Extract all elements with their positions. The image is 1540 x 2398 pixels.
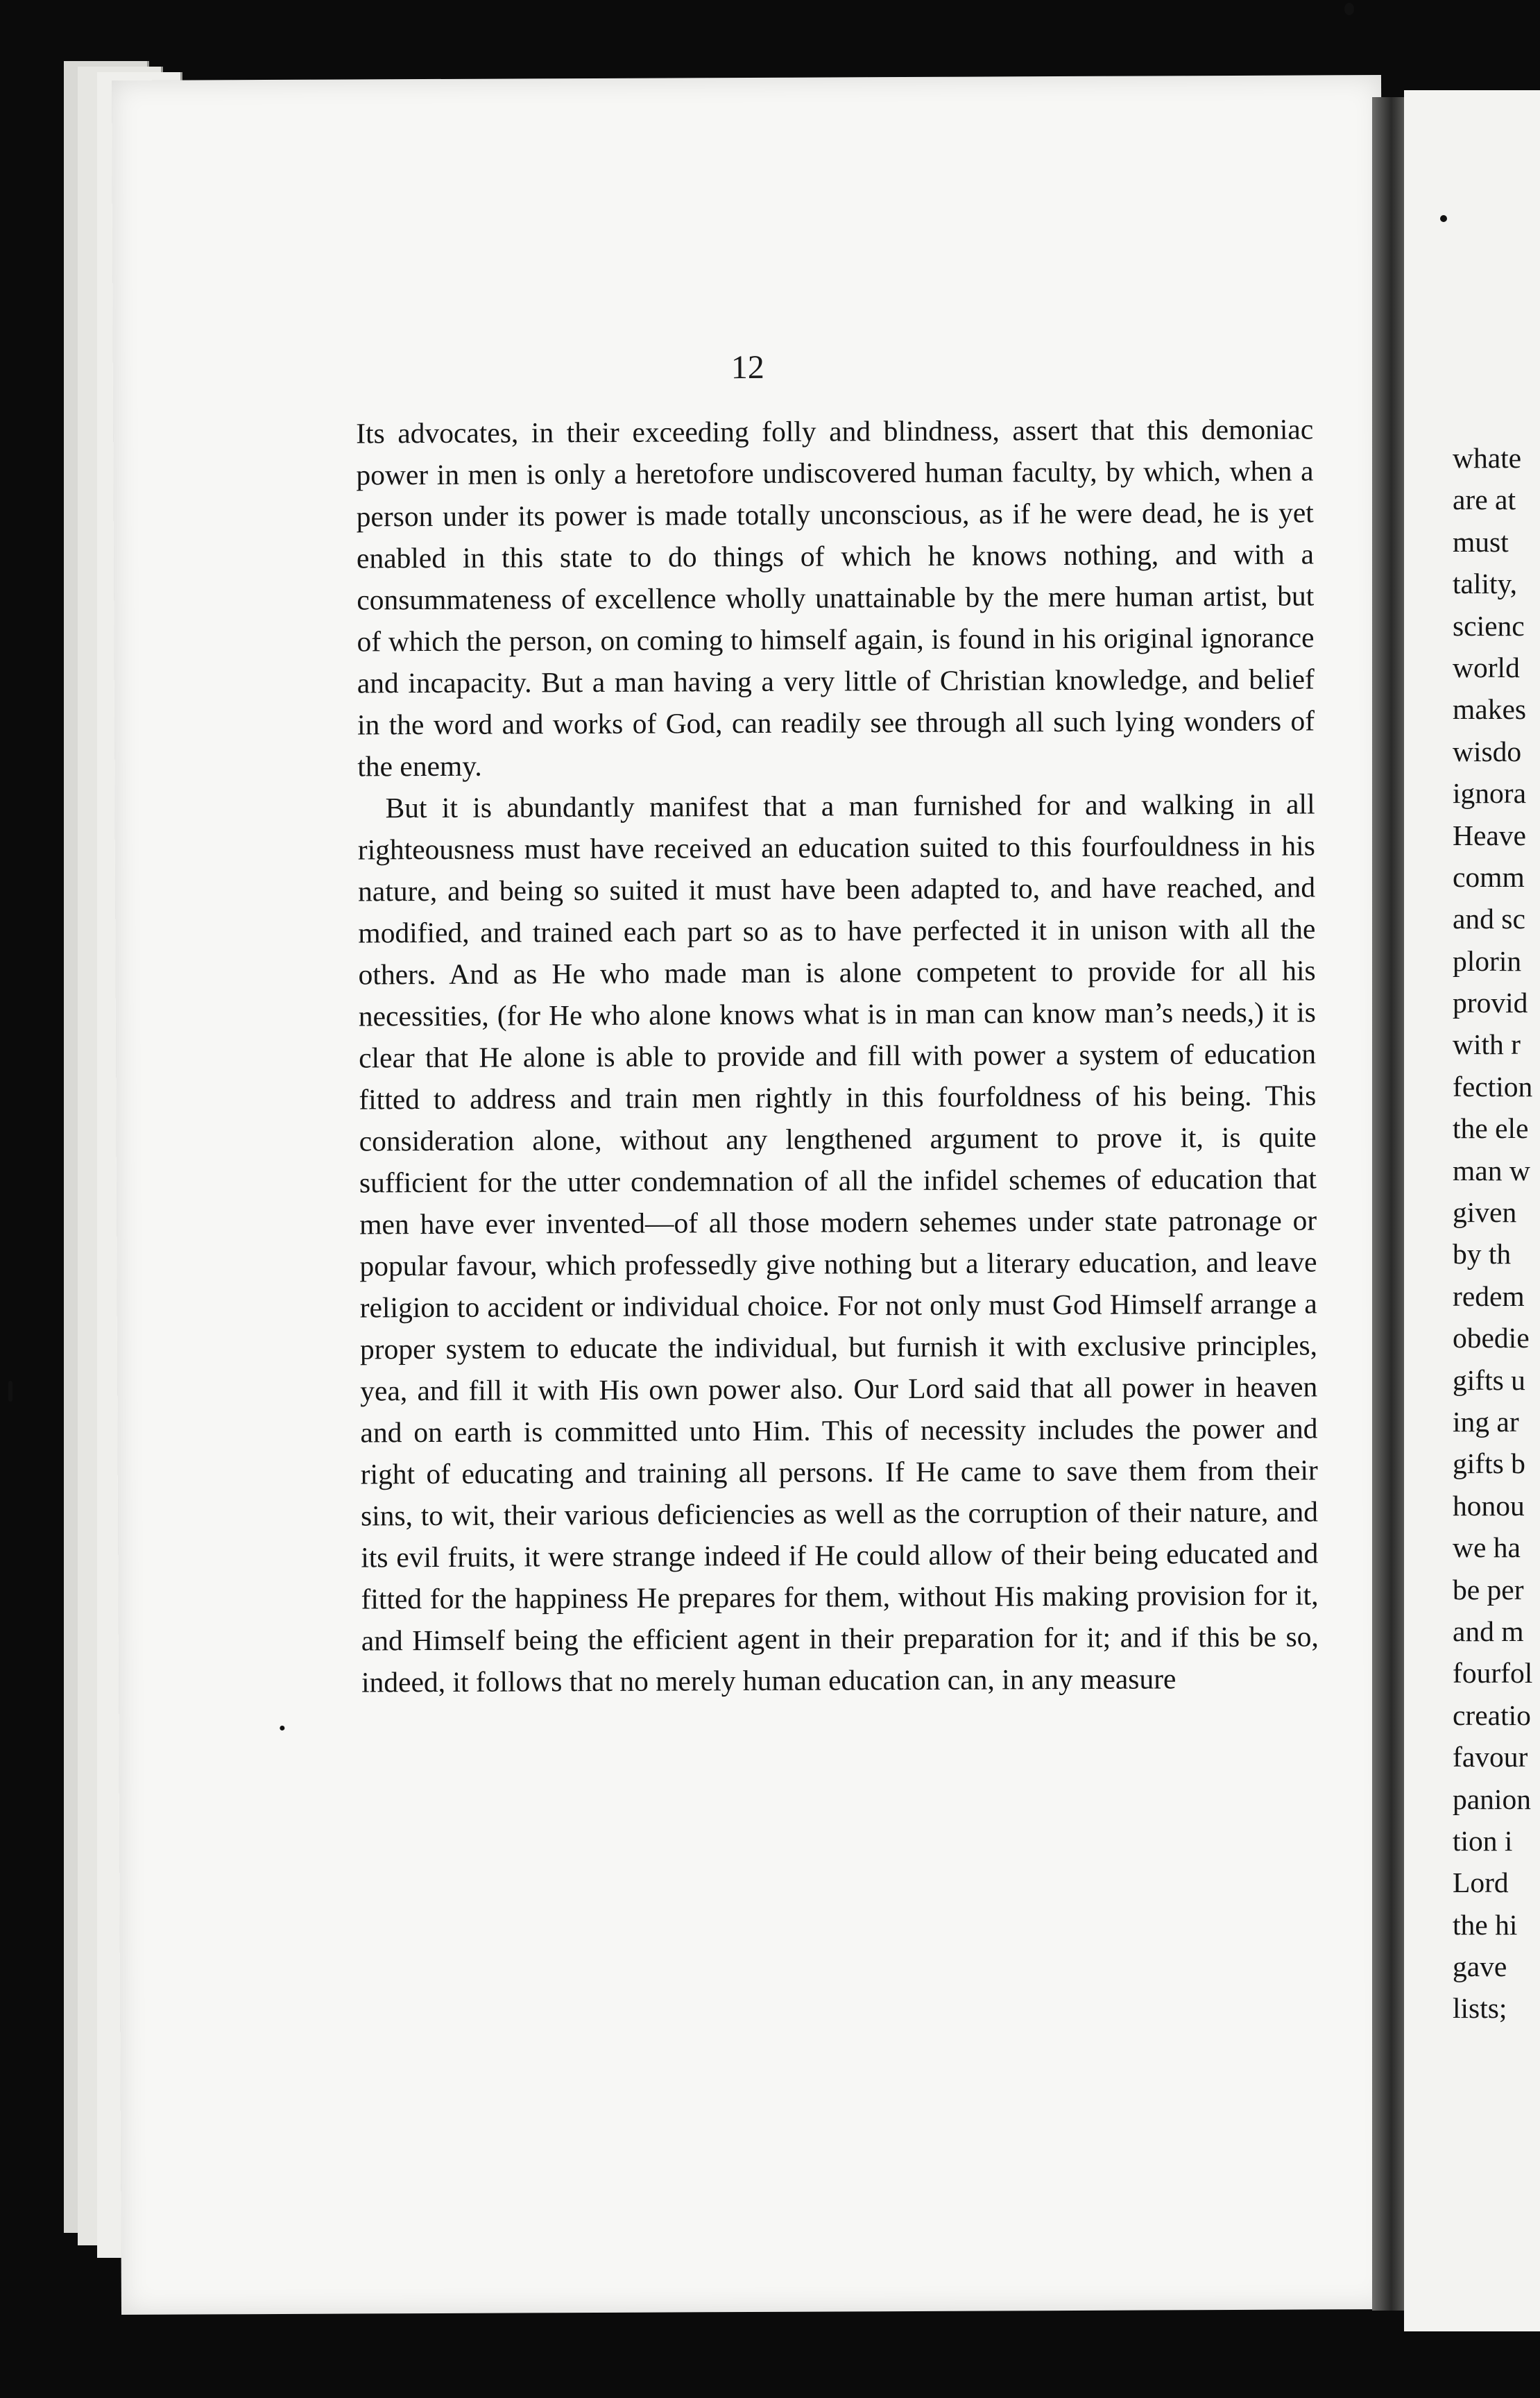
facing-line-fragment: gave — [1453, 1950, 1507, 1983]
facing-line-fragment: wisdo — [1453, 735, 1522, 767]
facing-line-fragment: and sc — [1453, 903, 1525, 935]
facing-line-fragment: plorin — [1453, 944, 1522, 977]
ink-speck — [1344, 3, 1354, 15]
facing-line-fragment: favour — [1453, 1741, 1528, 1774]
ink-speck — [8, 1381, 12, 1402]
facing-line-fragment: we ha — [1453, 1531, 1521, 1564]
facing-line-fragment: provid — [1453, 987, 1528, 1019]
facing-line-fragment: tality, — [1453, 568, 1517, 600]
facing-line-fragment: be per — [1453, 1573, 1524, 1606]
facing-line-fragment: fection — [1453, 1070, 1533, 1103]
facing-line-fragment: are at — [1453, 484, 1516, 516]
facing-line-fragment: makes — [1453, 693, 1527, 726]
facing-line-fragment: tion i — [1453, 1824, 1513, 1857]
facing-line-fragment: world — [1453, 651, 1520, 683]
facing-line-fragment: ignora — [1453, 777, 1527, 810]
book-gutter — [1372, 97, 1404, 2311]
facing-line-fragment: redem — [1453, 1279, 1525, 1312]
page-body — [356, 408, 1319, 1703]
facing-line-fragment: the hi — [1453, 1908, 1518, 1941]
ink-speck — [280, 1726, 284, 1731]
facing-line-fragment: given — [1453, 1196, 1517, 1229]
paragraph-1: Its advocates, in their exceeding folly and blindness, assert that this demoniac power in men is only a heretofore undiscovered human faculty, by which, when a person under its power is made totally unconscious, as if he were dead, he is yet enabled in this state to do things of which he knows nothing, and with a consummateness of excellence wholly unattainable by the mere human artist, but of which the person, on coming to himself again, is found in his original ignorance and incapacity. But a man having a very little of Christian knowledge, and belief in the word and works of God, can readily see through all such lying wonders of the enemy. — [356, 413, 1315, 783]
facing-line-fragment: man w — [1453, 1154, 1530, 1187]
facing-line-fragment: comm — [1453, 860, 1525, 893]
facing-line-fragment: obedie — [1453, 1322, 1530, 1354]
paragraph-2: But it is abundantly manifest that a man furnished for and walking in all righteousness must have received an education suited to this fourfouldness in his nature, and being so suited it must have been adapted to, and have reached, and modified, and trained each part so as to have perfected it in unison with all the others. And as He who made man is alone competent to provide for all his necessities, (for He who alone knows what is in man can know man’s needs,) it is clear that He alone is able to provide and fill with power a system of education fitted to address and train men rightly in this fourfoldness of his being. This consideration alone, without any lengthened argument to prove it, is quite sufficient for the utter condemnation of all the infidel schemes of education that men have ever invented—of all those modern sehemes under state patronage or popular favour, which professedly give nothing but a literary education, and leave religion to accident or individual choice. For not only must God Himself arrange a proper system to educate the individual, but furnish it with exclusive principles, yea, and fill it with His own power also. Our Lord said that all power in heaven and on earth is committed unto Him. This of necessity includes the power and right of educating and training all persons. If He came to save them from their sins, to wit, their various deficiencies as well as the corruption of their nature, and its evil fruits, it were strange indeed if He could allow of their being educated and fitted for the happiness He prepares for them, without His making provision for it, and Himself being the efficient agent in their preparation for it; and if this be so, indeed, it follows that no merely human education can, in any measure — [357, 788, 1319, 1699]
facing-line-fragment: fourfol — [1453, 1657, 1533, 1690]
facing-page-text — [1453, 437, 1540, 2030]
facing-line-fragment: honou — [1453, 1489, 1525, 1522]
facing-line-fragment: whate — [1453, 442, 1522, 474]
ink-speck — [1440, 215, 1447, 222]
facing-page — [1404, 90, 1540, 2331]
facing-line-fragment: creatio — [1453, 1699, 1531, 1731]
facing-line-fragment: lists; — [1453, 1992, 1507, 2025]
facing-line-fragment: panion — [1453, 1783, 1531, 1815]
left-page — [112, 75, 1391, 2315]
facing-line-fragment: scienc — [1453, 609, 1525, 642]
facing-line-fragment: gifts b — [1453, 1447, 1525, 1480]
facing-line-fragment: ing ar — [1453, 1405, 1519, 1438]
facing-line-fragment: must — [1453, 525, 1509, 558]
facing-line-fragment: and m — [1453, 1615, 1524, 1647]
page-number: 12 — [730, 348, 764, 386]
facing-line-fragment: the ele — [1453, 1112, 1529, 1145]
facing-line-fragment: with r — [1453, 1028, 1521, 1061]
facing-line-fragment: Lord — [1453, 1866, 1509, 1899]
facing-line-fragment: by th — [1453, 1238, 1512, 1270]
facing-line-fragment: gifts u — [1453, 1363, 1525, 1396]
facing-line-fragment: Heave — [1453, 819, 1526, 851]
